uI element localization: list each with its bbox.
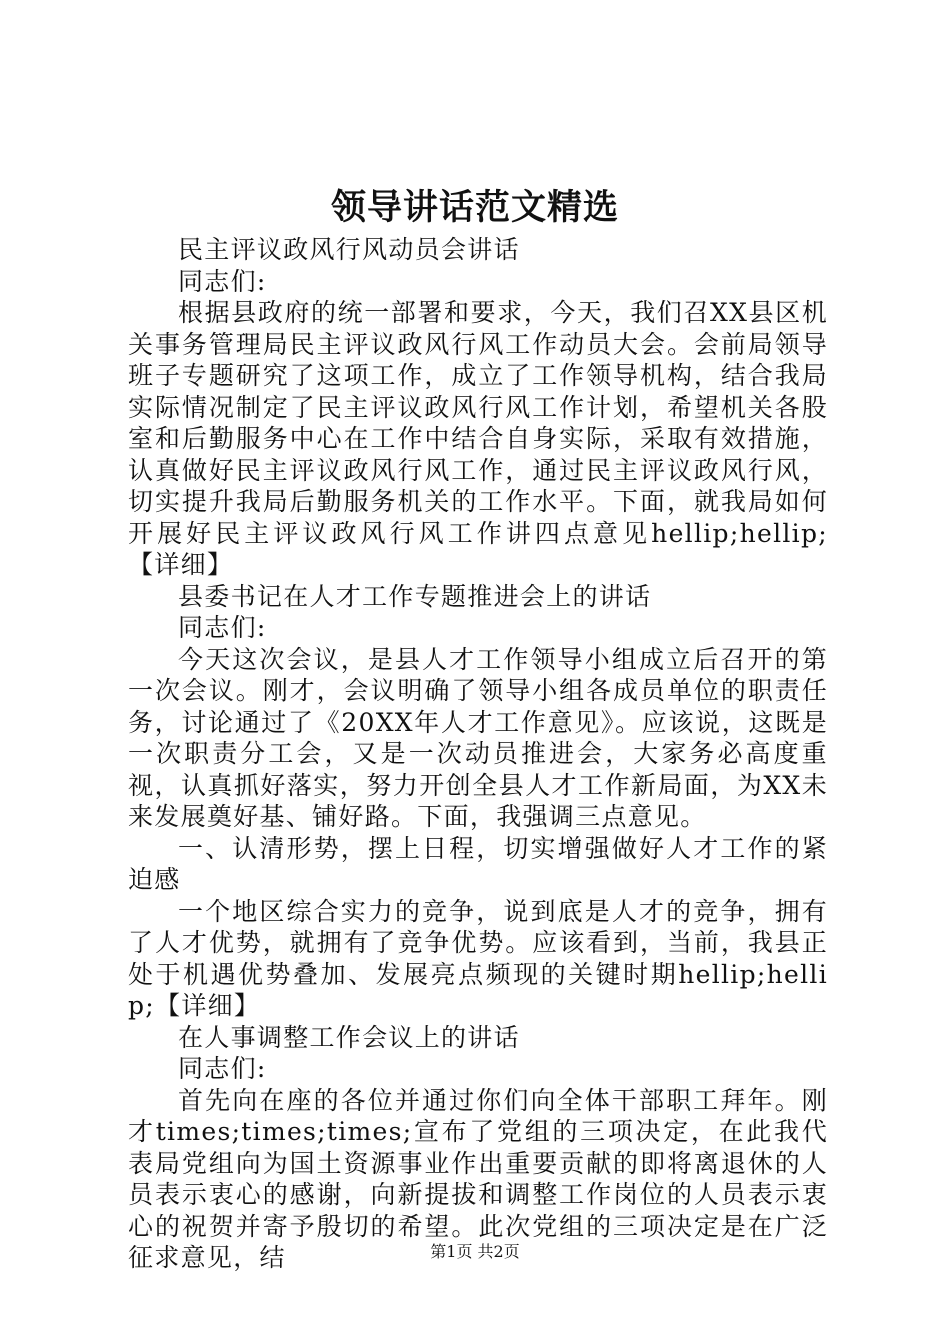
page-number-footer: 第1页 共2页 — [430, 1242, 520, 1261]
paragraph-salutation-2: 同志们: — [178, 613, 267, 642]
paragraph-text-1: 根据县政府的统一部署和要求，今天，我们召XX县区机关事务管理局民主评议政风行风工作动员大会。会前局领导班子专题研究了这项工作，成立了工作领导机构，结合我局实际情况制定了民主评议政风行风工作计划，希望机关各股室和后勤服务中心在工作中结合自身实际，采取有效措施，认真做好民主评议政风行风工作，通过民主评议政风行风，切实提升我局后勤服务机关的工作水平。下面，就我局如何开展好民主评议政风行风工作讲四点意见hellip;hellip;【详细】 — [128, 298, 828, 579]
document-title: 领导讲话范文精选 — [330, 187, 619, 228]
paragraph-heading-1: 民主评议政风行风动员会讲话 — [178, 235, 520, 264]
paragraph-text-2: 今天这次会议，是县人才工作领导小组成立后召开的第一次会议。刚才，会议明确了领导小组各成员单位的职责任务，讨论通过了《20XX年人才工作意见》。应该说，这既是一次职责分工会，又是一次动员推进会，大家务必高度重视，认真抓好落实，努力开创全县人才工作新局面，为XX未来发展奠好基、铺好路。下面，我强调三点意见。 — [128, 644, 828, 831]
paragraph-salutation-3: 同志们: — [178, 1054, 267, 1083]
document-body — [128, 234, 828, 1274]
paragraph-subheading: 一、认清形势，摆上日程，切实增强做好人才工作的紧迫感 — [128, 833, 828, 894]
paragraph-text-4: 首先向在座的各位并通过你们向全体干部职工拜年。刚才times;times;times;宣布了党组的三项决定，在此我代表局党组向为国土资源事业作出重要贡献的即将离退休的人员表示衷心的感谢，向新提拔和调整工作岗位的人员表示衷心的祝贺并寄予殷切的希望。此次党组的三项决定是在广泛征求意见，结 — [128, 1085, 828, 1272]
paragraph-heading-2: 县委书记在人才工作专题推进会上的讲话 — [178, 581, 652, 611]
paragraph-heading-3: 在人事调整工作会议上的讲话 — [178, 1022, 520, 1052]
paragraph-salutation-1: 同志们: — [178, 266, 267, 296]
paragraph-text-3: 一个地区综合实力的竞争，说到底是人才的竞争，拥有了人才优势，就拥有了竞争优势。应该看到，当前，我县正处于机遇优势叠加、发展亮点频现的关键时期hellip;hellip;【详细】 — [128, 896, 828, 1020]
